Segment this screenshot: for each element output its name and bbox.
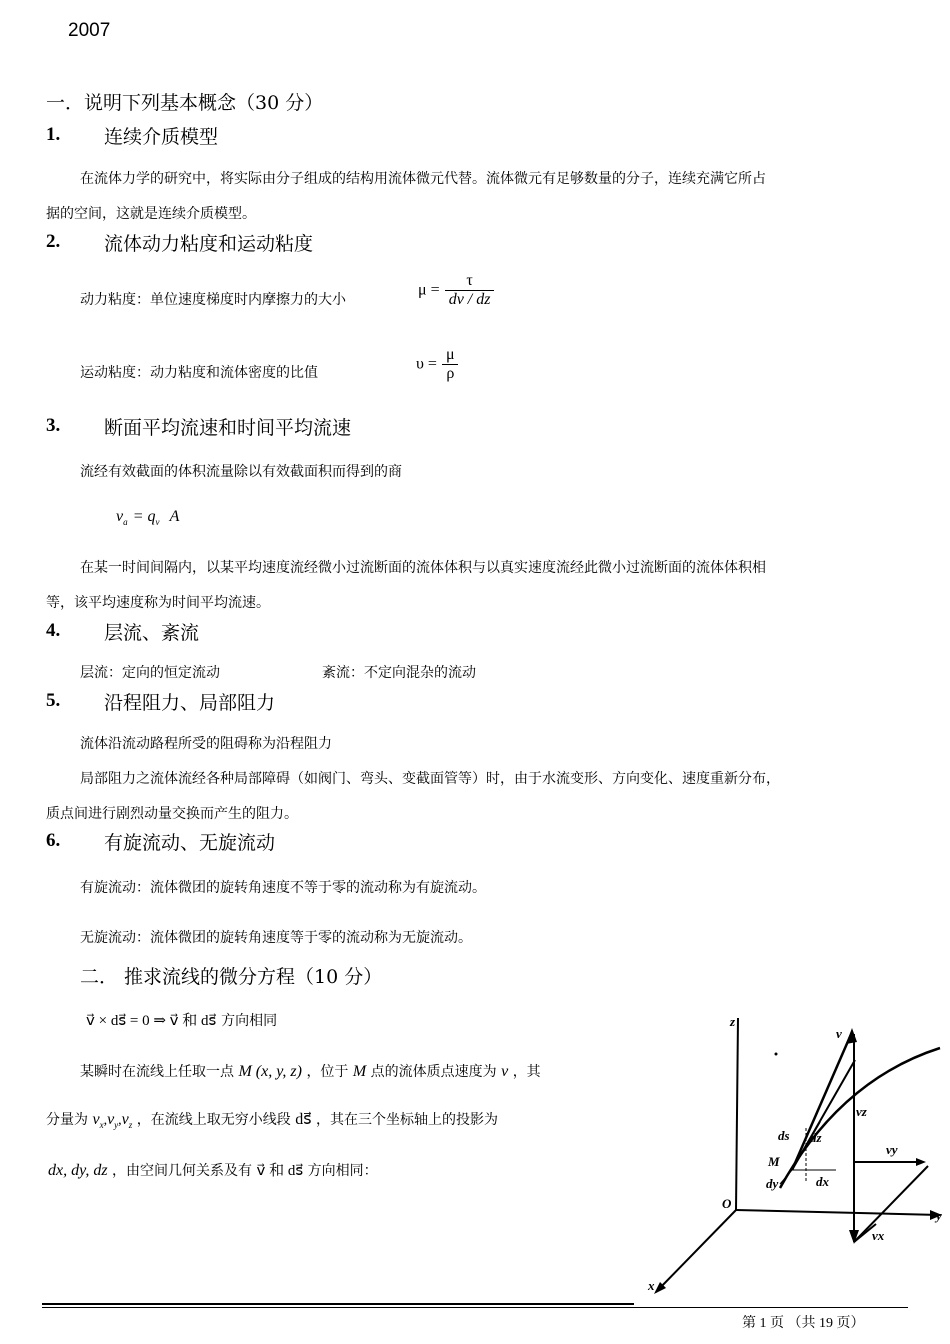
item5-text-line2: 局部阻力之流体流经各种局部障碍（如阀门、弯头、变截面管等）时，由于水流变形、方向变化、速度重新分布， xyxy=(80,771,780,787)
item3-heading: 断面平均流速和时间平均流速 xyxy=(104,417,352,439)
item6-text-line1: 有旋流动：流体微团的旋转角速度不等于零的流动称为有旋流动。 xyxy=(80,880,486,896)
item6-text-line2: 无旋流动：流体微团的旋转角速度等于零的流动称为无旋流动。 xyxy=(80,930,472,946)
section2-para-line1 xyxy=(80,1061,541,1081)
p1-point: M (x, y, z) xyxy=(238,1063,302,1080)
x-axis xyxy=(656,1210,736,1292)
kin-lhs: υ = xyxy=(416,355,437,373)
label-M: M xyxy=(768,1154,780,1169)
page-number: 第 1 页 （共 19 页） xyxy=(742,1316,865,1331)
item5-number: 5. xyxy=(46,690,61,711)
dy-line xyxy=(780,1170,792,1184)
item4-number: 4. xyxy=(46,620,61,641)
f-a-sub: a xyxy=(123,517,128,528)
kinematic-viscosity-text: 运动粘度：动力粘度和流体密度的比值 xyxy=(80,365,318,381)
label-vx: vx xyxy=(872,1228,885,1243)
p2a: 分量为 xyxy=(46,1112,88,1128)
section2-title: 二． 推求流线的微分方程（10 分） xyxy=(80,966,383,988)
p2-ds: ds⃗ xyxy=(295,1111,312,1128)
item1-text-line2: 据的空间，这就是连续介质模型。 xyxy=(46,206,256,222)
streamline-formula xyxy=(86,1009,277,1030)
p2b: ，在流线上取无穷小线段 xyxy=(136,1112,291,1128)
item2-heading: 流体动力粘度和运动粘度 xyxy=(104,233,314,255)
p2-z-sub: z xyxy=(128,1119,133,1130)
formula-main: v⃗ × ds⃗ = 0 ⇒ v⃗ 和 ds⃗ xyxy=(86,1013,217,1029)
section2-para-line2: 分量为 $v_x,v_y,v_z$ ，在流线上取无穷小线段 ds⃗ ，其在三个坐标轴上的投影为 xyxy=(46,1111,498,1130)
p1-M: M xyxy=(352,1063,367,1080)
p2-x-sub: x xyxy=(99,1119,104,1130)
item6-heading: 有旋流动、无旋流动 xyxy=(104,832,276,854)
v-arrowhead xyxy=(846,1028,857,1044)
p3a: ，由空间几何关系及有 xyxy=(112,1163,252,1179)
turbulent-text: 紊流：不定向混杂的流动 xyxy=(322,665,476,681)
dyn-numerator: τ xyxy=(466,272,473,289)
kin-denominator: ρ xyxy=(442,364,458,383)
label-x: x xyxy=(648,1278,655,1293)
year-label: 2007 xyxy=(68,20,111,41)
p2-vx: v xyxy=(92,1111,100,1128)
label-dx: dx xyxy=(816,1174,829,1189)
item1-number: 1. xyxy=(46,124,61,145)
label-ds: ds xyxy=(778,1128,790,1143)
vx-line xyxy=(854,1166,928,1242)
item5-heading: 沿程阻力、局部阻力 xyxy=(104,692,276,714)
p3b: 方向相同： xyxy=(307,1163,378,1179)
item3-text-line3: 等，该平均速度称为时间平均流速。 xyxy=(46,595,270,611)
kin-fraction xyxy=(442,346,459,383)
dyn-denominator: dv / dz xyxy=(445,290,495,309)
p1-v: v xyxy=(501,1063,509,1080)
dot-mark xyxy=(775,1053,778,1056)
item2-number: 2. xyxy=(46,231,61,252)
p1a: 某瞬时在流线上任取一点 xyxy=(80,1064,234,1080)
dynamic-viscosity-text: 动力粘度：单位速度梯度时内摩擦力的大小 xyxy=(80,292,346,308)
item1-text-line1: 在流体力学的研究中，将实际由分子组成的结构用流体微元代替。流体微元有足够数量的分子，连续充满它所占 xyxy=(80,171,766,187)
p1d: ，其 xyxy=(512,1064,541,1080)
footer-rule-thin xyxy=(42,1307,908,1308)
p1b: ，位于 xyxy=(306,1064,349,1080)
laminar-text: 层流：定向的恒定流动 xyxy=(80,665,220,681)
streamline-figure xyxy=(640,1010,948,1300)
label-O: O xyxy=(722,1196,732,1211)
item5-text-line3: 质点间进行剧烈动量交换而产生的阻力。 xyxy=(46,806,298,822)
label-vz: vz xyxy=(856,1104,867,1119)
label-v: v xyxy=(836,1026,842,1041)
label-dy: dy xyxy=(766,1176,779,1191)
p2c: ，其在三个坐标轴上的投影为 xyxy=(316,1112,498,1128)
formula-tail: 方向相同 xyxy=(221,1013,278,1029)
section1-title: 一．说明下列基本概念（30 分） xyxy=(46,92,324,114)
kinematic-viscosity-formula xyxy=(416,346,459,383)
f-eq-q: = q xyxy=(132,508,156,525)
label-y: y xyxy=(936,1208,942,1223)
kin-numerator: μ xyxy=(446,346,455,363)
vy-arrowhead xyxy=(916,1158,926,1166)
item3-number: 3. xyxy=(46,415,61,436)
label-z: z xyxy=(730,1014,736,1029)
z-axis xyxy=(736,1018,738,1210)
p3-v-ds: v⃗ 和 ds⃗ xyxy=(256,1163,304,1179)
dyn-fraction xyxy=(445,272,495,309)
f-v: v xyxy=(116,508,124,525)
velocity-vector xyxy=(792,1032,852,1170)
p3-dxdydz: dx, dy, dz xyxy=(48,1162,108,1179)
p2-vz: v xyxy=(121,1111,129,1128)
mean-velocity-formula xyxy=(116,506,179,527)
item3-text-line1: 流经有效截面的体积流量除以有效截面积而得到的商 xyxy=(80,464,402,480)
item1-heading: 连续介质模型 xyxy=(104,126,219,148)
footer-rule-thick xyxy=(42,1303,634,1305)
f-v-sub: v xyxy=(155,517,160,528)
section2-para-line3 xyxy=(48,1159,378,1180)
dynamic-viscosity-formula xyxy=(418,272,494,309)
label-dz: dz xyxy=(810,1130,822,1145)
p2-y-sub: y xyxy=(114,1119,119,1130)
f-A: A xyxy=(169,508,180,525)
item3-text-line2: 在某一时间间隔内，以某平均速度流经微小过流断面的流体体积与以真实速度流经此微小过流断面的流体体积相 xyxy=(80,560,766,576)
dyn-lhs: μ = xyxy=(418,281,440,299)
label-vy: vy xyxy=(886,1142,898,1157)
y-axis xyxy=(736,1210,940,1215)
item4-heading: 层流、紊流 xyxy=(104,622,200,644)
item6-number: 6. xyxy=(46,830,61,851)
p1c: 点的流体质点速度为 xyxy=(370,1064,497,1080)
p2-vy: v xyxy=(107,1111,115,1128)
item5-text-line1: 流体沿流动路程所受的阻碍称为沿程阻力 xyxy=(80,736,332,752)
